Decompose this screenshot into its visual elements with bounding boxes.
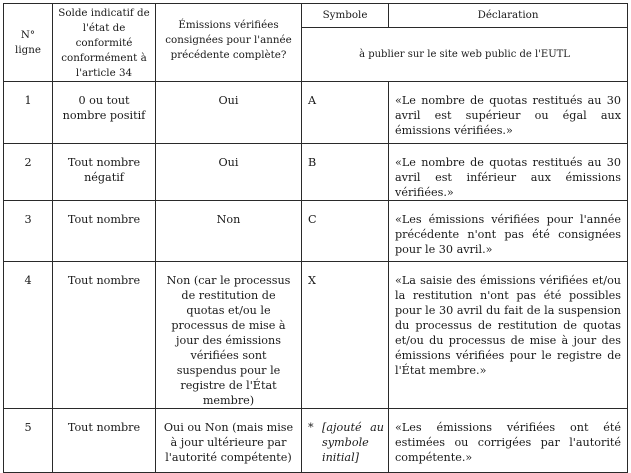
header-publish-note: à publier sur le site web public de l'EUTL (302, 27, 628, 81)
table-row (4, 201, 628, 262)
balance-cell: Tout nombre (53, 201, 156, 262)
emissions-cell: Oui ou Non (mais mise à jour ultérieure par l'autorité compétente) (156, 409, 302, 473)
declaration-cell: «La saisie des émissions vérifiées et/ou la restitution n'ont pas été possibles pour le 30 avril du fait de la suspension du processus de restitution de quotas et/ou du processus de mise à jour des émissions vérifiées pour le registre de l'État membre.» (389, 262, 628, 409)
symbol-cell: C (302, 201, 389, 262)
declaration-cell: «Les émissions vérifiées ont été estimées ou corrigées par l'autorité compétente.» (389, 409, 628, 473)
symbol-value: * (308, 421, 314, 434)
header-declaration: Déclaration (389, 4, 628, 28)
symbol-cell (302, 409, 389, 473)
header-balance: Solde indicatif de l'état de conformité conformément à l'article 34 (53, 4, 156, 82)
table-row (4, 262, 628, 409)
symbol-note: [ajouté au symbole initial] (322, 421, 385, 464)
symbol-cell: X (302, 262, 389, 409)
emissions-cell: Oui (156, 82, 302, 144)
table-row (4, 144, 628, 201)
line-number: 3 (4, 201, 53, 262)
table-row (4, 409, 628, 473)
compliance-status-table (3, 3, 628, 473)
declaration-cell: «Le nombre de quotas restitués au 30 avril est supérieur ou égal aux émissions vérifiées.» (389, 82, 628, 144)
symbol-cell: A (302, 82, 389, 144)
line-number: 5 (4, 409, 53, 473)
balance-cell: Tout nombre négatif (53, 144, 156, 201)
balance-cell: Tout nombre (53, 262, 156, 409)
balance-cell: Tout nombre (53, 409, 156, 473)
line-number: 2 (4, 144, 53, 201)
header-verified-emissions: Émissions vérifiées consignées pour l'année précédente complète? (156, 4, 302, 82)
declaration-cell: «Les émissions vérifiées pour l'année précédente n'ont pas été consignées pour le 30 avril.» (389, 201, 628, 262)
symbol-cell: B (302, 144, 389, 201)
emissions-cell: Oui (156, 144, 302, 201)
header-symbol: Symbole (302, 4, 389, 28)
line-number: 4 (4, 262, 53, 409)
line-number: 1 (4, 82, 53, 144)
header-line-number: N° ligne (4, 4, 53, 82)
emissions-cell: Non (156, 201, 302, 262)
declaration-cell: «Le nombre de quotas restitués au 30 avril est inférieur aux émissions vérifiées.» (389, 144, 628, 201)
emissions-cell: Non (car le processus de restitution de quotas et/ou le processus de mise à jour des émissions vérifiées sont suspendus pour le registre de l'État membre) (156, 262, 302, 409)
table-row (4, 82, 628, 144)
balance-cell: 0 ou tout nombre positif (53, 82, 156, 144)
